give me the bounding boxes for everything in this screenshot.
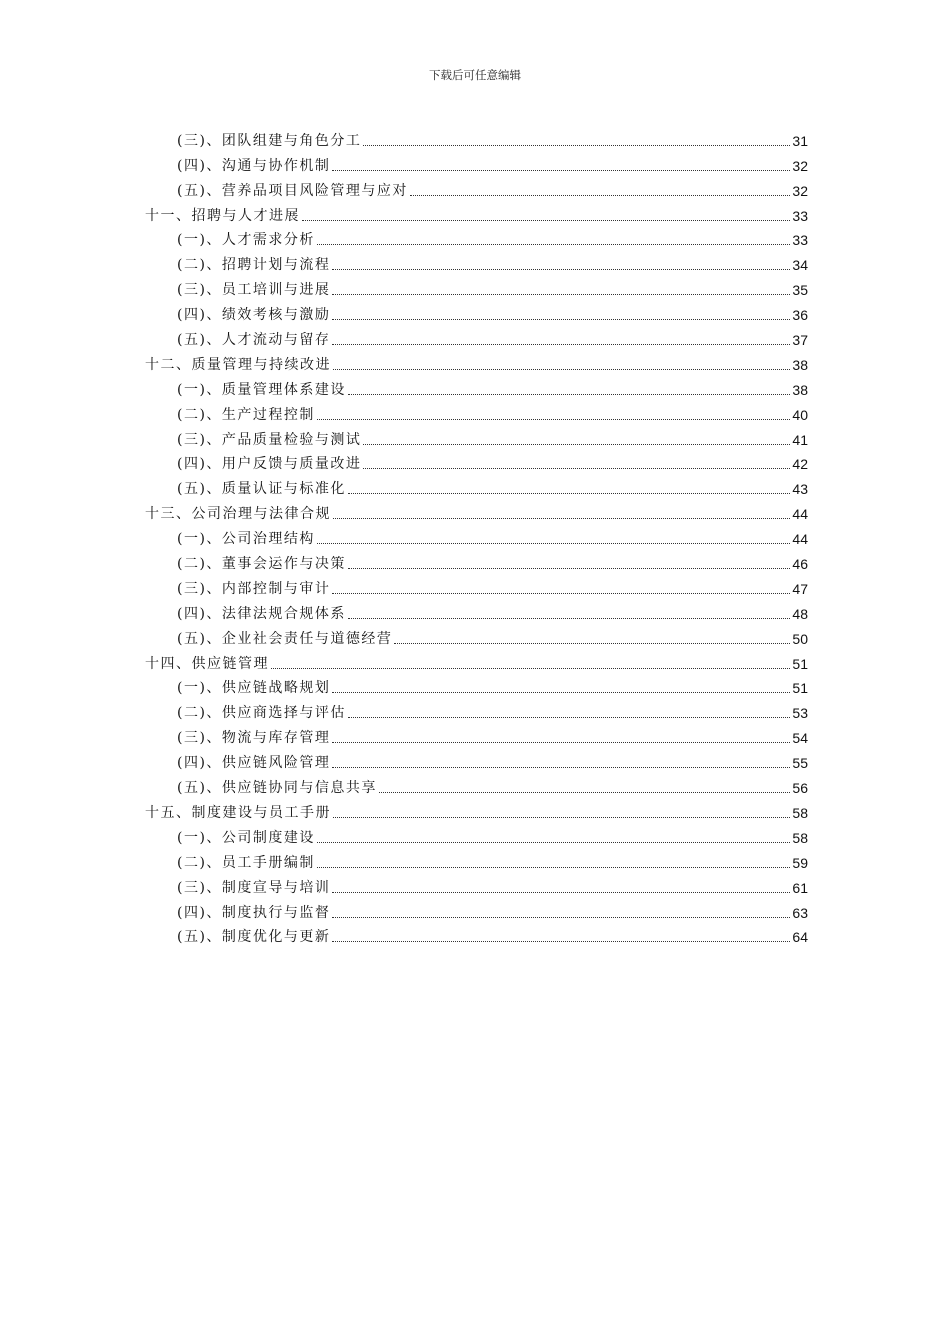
toc-section-entry[interactable] [145, 175, 808, 200]
toc-dot-leader [271, 668, 790, 669]
toc-page-number: 34 [792, 257, 808, 274]
toc-section-entry[interactable] [145, 225, 808, 250]
toc-entry-title: 十四、供应链管理 [145, 655, 269, 672]
toc-page-number: 42 [792, 456, 808, 473]
toc-page-number: 58 [792, 804, 808, 821]
toc-dot-leader [332, 294, 790, 295]
toc-entry-title: 十五、制度建设与员工手册 [145, 804, 331, 821]
toc-section-entry[interactable] [145, 299, 808, 324]
toc-dot-leader [332, 941, 790, 942]
toc-entry-title: (三)、物流与库存管理 [177, 730, 331, 747]
toc-page-number: 33 [792, 207, 808, 224]
toc-page-number: 31 [792, 132, 808, 149]
toc-page-number: 38 [792, 356, 808, 373]
toc-section-entry[interactable] [145, 399, 808, 424]
toc-section-entry[interactable] [145, 747, 808, 772]
toc-entry-title: (五)、供应链协同与信息共享 [177, 780, 377, 797]
toc-section-entry[interactable] [145, 722, 808, 747]
toc-section-entry[interactable] [145, 573, 808, 598]
toc-page-number: 38 [792, 381, 808, 398]
toc-entry-title: (三)、制度宣导与培训 [177, 879, 331, 896]
toc-section-entry[interactable] [145, 623, 808, 648]
toc-section-entry[interactable] [145, 697, 808, 722]
toc-dot-leader [332, 593, 790, 594]
toc-dot-leader [317, 244, 790, 245]
toc-entry-title: (一)、质量管理体系建设 [177, 381, 346, 398]
toc-page-number: 54 [792, 730, 808, 747]
toc-page-number: 33 [792, 232, 808, 249]
toc-page-number: 55 [792, 755, 808, 772]
toc-page-number: 53 [792, 705, 808, 722]
toc-dot-leader [332, 892, 790, 893]
toc-entry-title: (一)、人才需求分析 [177, 232, 315, 249]
toc-dot-leader [348, 568, 790, 569]
toc-page-number: 40 [792, 406, 808, 423]
toc-dot-leader [348, 493, 790, 494]
toc-entry-title: (二)、董事会运作与决策 [177, 556, 346, 573]
page-header: 下载后可任意编辑 [429, 68, 521, 82]
toc-chapter-entry[interactable] [145, 349, 808, 374]
toc-chapter-entry[interactable] [145, 648, 808, 673]
toc-entry-title: (三)、员工培训与进展 [177, 282, 331, 299]
toc-page-number: 46 [792, 556, 808, 573]
toc-section-entry[interactable] [145, 473, 808, 498]
toc-dot-leader [332, 917, 790, 918]
toc-entry-title: (三)、产品质量检验与测试 [177, 431, 362, 448]
toc-dot-leader [333, 369, 790, 370]
toc-section-entry[interactable] [145, 872, 808, 897]
toc-page-number: 44 [792, 506, 808, 523]
toc-entry-title: (一)、供应链战略规划 [177, 680, 331, 697]
toc-entry-title: (二)、员工手册编制 [177, 854, 315, 871]
toc-section-entry[interactable] [145, 922, 808, 947]
toc-dot-leader [317, 842, 790, 843]
toc-page-number: 41 [792, 431, 808, 448]
toc-entry-title: (五)、质量认证与标准化 [177, 481, 346, 498]
toc-page-number: 58 [792, 829, 808, 846]
toc-section-entry[interactable] [145, 548, 808, 573]
toc-page-number: 56 [792, 780, 808, 797]
toc-entry-title: (二)、供应商选择与评估 [177, 705, 346, 722]
toc-entry-title: 十三、公司治理与法律合规 [145, 506, 331, 523]
toc-section-entry[interactable] [145, 598, 808, 623]
toc-entry-title: (一)、公司治理结构 [177, 531, 315, 548]
toc-page-number: 35 [792, 282, 808, 299]
toc-page-number: 32 [792, 157, 808, 174]
toc-section-entry[interactable] [145, 449, 808, 474]
toc-page-number: 37 [792, 332, 808, 349]
toc-chapter-entry[interactable] [145, 797, 808, 822]
toc-page-number: 50 [792, 630, 808, 647]
toc-entry-title: (二)、生产过程控制 [177, 406, 315, 423]
toc-entry-title: 十一、招聘与人才进展 [145, 207, 300, 224]
toc-section-entry[interactable] [145, 523, 808, 548]
toc-chapter-entry[interactable] [145, 200, 808, 225]
toc-dot-leader [348, 394, 790, 395]
toc-dot-leader [332, 742, 790, 743]
toc-dot-leader [363, 468, 790, 469]
toc-section-entry[interactable] [145, 772, 808, 797]
toc-entry-title: (三)、团队组建与角色分工 [177, 132, 362, 149]
toc-entry-title: (二)、招聘计划与流程 [177, 257, 331, 274]
toc-dot-leader [332, 170, 790, 171]
toc-page-number: 51 [792, 680, 808, 697]
toc-dot-leader [379, 792, 790, 793]
toc-page-number: 64 [792, 929, 808, 946]
toc-page-number: 48 [792, 605, 808, 622]
toc-section-entry[interactable] [145, 374, 808, 399]
toc-dot-leader [348, 717, 790, 718]
toc-entry-title: (五)、营养品项目风险管理与应对 [177, 182, 408, 199]
toc-entry-title: (五)、人才流动与留存 [177, 332, 331, 349]
toc-dot-leader [363, 145, 790, 146]
toc-entry-title: (五)、制度优化与更新 [177, 929, 331, 946]
toc-section-entry[interactable] [145, 847, 808, 872]
toc-page-number: 36 [792, 307, 808, 324]
toc-section-entry[interactable] [145, 822, 808, 847]
toc-entry-title: (四)、沟通与协作机制 [177, 157, 331, 174]
toc-entry-title: (四)、制度执行与监督 [177, 904, 331, 921]
table-of-contents [145, 125, 808, 946]
toc-dot-leader [333, 518, 790, 519]
toc-section-entry[interactable] [145, 897, 808, 922]
toc-dot-leader [363, 444, 790, 445]
toc-entry-title: 十二、质量管理与持续改进 [145, 356, 331, 373]
toc-dot-leader [333, 817, 790, 818]
toc-dot-leader [317, 419, 790, 420]
toc-section-entry[interactable] [145, 673, 808, 698]
toc-dot-leader [332, 269, 790, 270]
toc-chapter-entry[interactable] [145, 498, 808, 523]
toc-entry-title: (四)、法律法规合规体系 [177, 605, 346, 622]
toc-section-entry[interactable] [145, 324, 808, 349]
toc-page-number: 47 [792, 580, 808, 597]
toc-dot-leader [317, 867, 790, 868]
toc-entry-title: (四)、绩效考核与激励 [177, 307, 331, 324]
toc-entry-title: (五)、企业社会责任与道德经营 [177, 630, 393, 647]
toc-dot-leader [332, 319, 790, 320]
toc-section-entry[interactable] [145, 249, 808, 274]
toc-section-entry[interactable] [145, 150, 808, 175]
toc-dot-leader [332, 344, 790, 345]
toc-entry-title: (一)、公司制度建设 [177, 829, 315, 846]
toc-page-number: 32 [792, 182, 808, 199]
toc-dot-leader [394, 643, 790, 644]
toc-section-entry[interactable] [145, 274, 808, 299]
toc-page-number: 51 [792, 655, 808, 672]
toc-entry-title: (三)、内部控制与审计 [177, 580, 331, 597]
toc-page-number: 59 [792, 854, 808, 871]
toc-dot-leader [302, 220, 790, 221]
toc-section-entry[interactable] [145, 125, 808, 150]
toc-page-number: 61 [792, 879, 808, 896]
toc-page-number: 43 [792, 481, 808, 498]
toc-dot-leader [348, 618, 790, 619]
toc-dot-leader [332, 692, 790, 693]
toc-dot-leader [410, 195, 790, 196]
toc-page-number: 63 [792, 904, 808, 921]
toc-dot-leader [317, 543, 790, 544]
toc-entry-title: (四)、供应链风险管理 [177, 755, 331, 772]
toc-section-entry[interactable] [145, 424, 808, 449]
toc-dot-leader [332, 767, 790, 768]
toc-page-number: 44 [792, 531, 808, 548]
toc-entry-title: (四)、用户反馈与质量改进 [177, 456, 362, 473]
